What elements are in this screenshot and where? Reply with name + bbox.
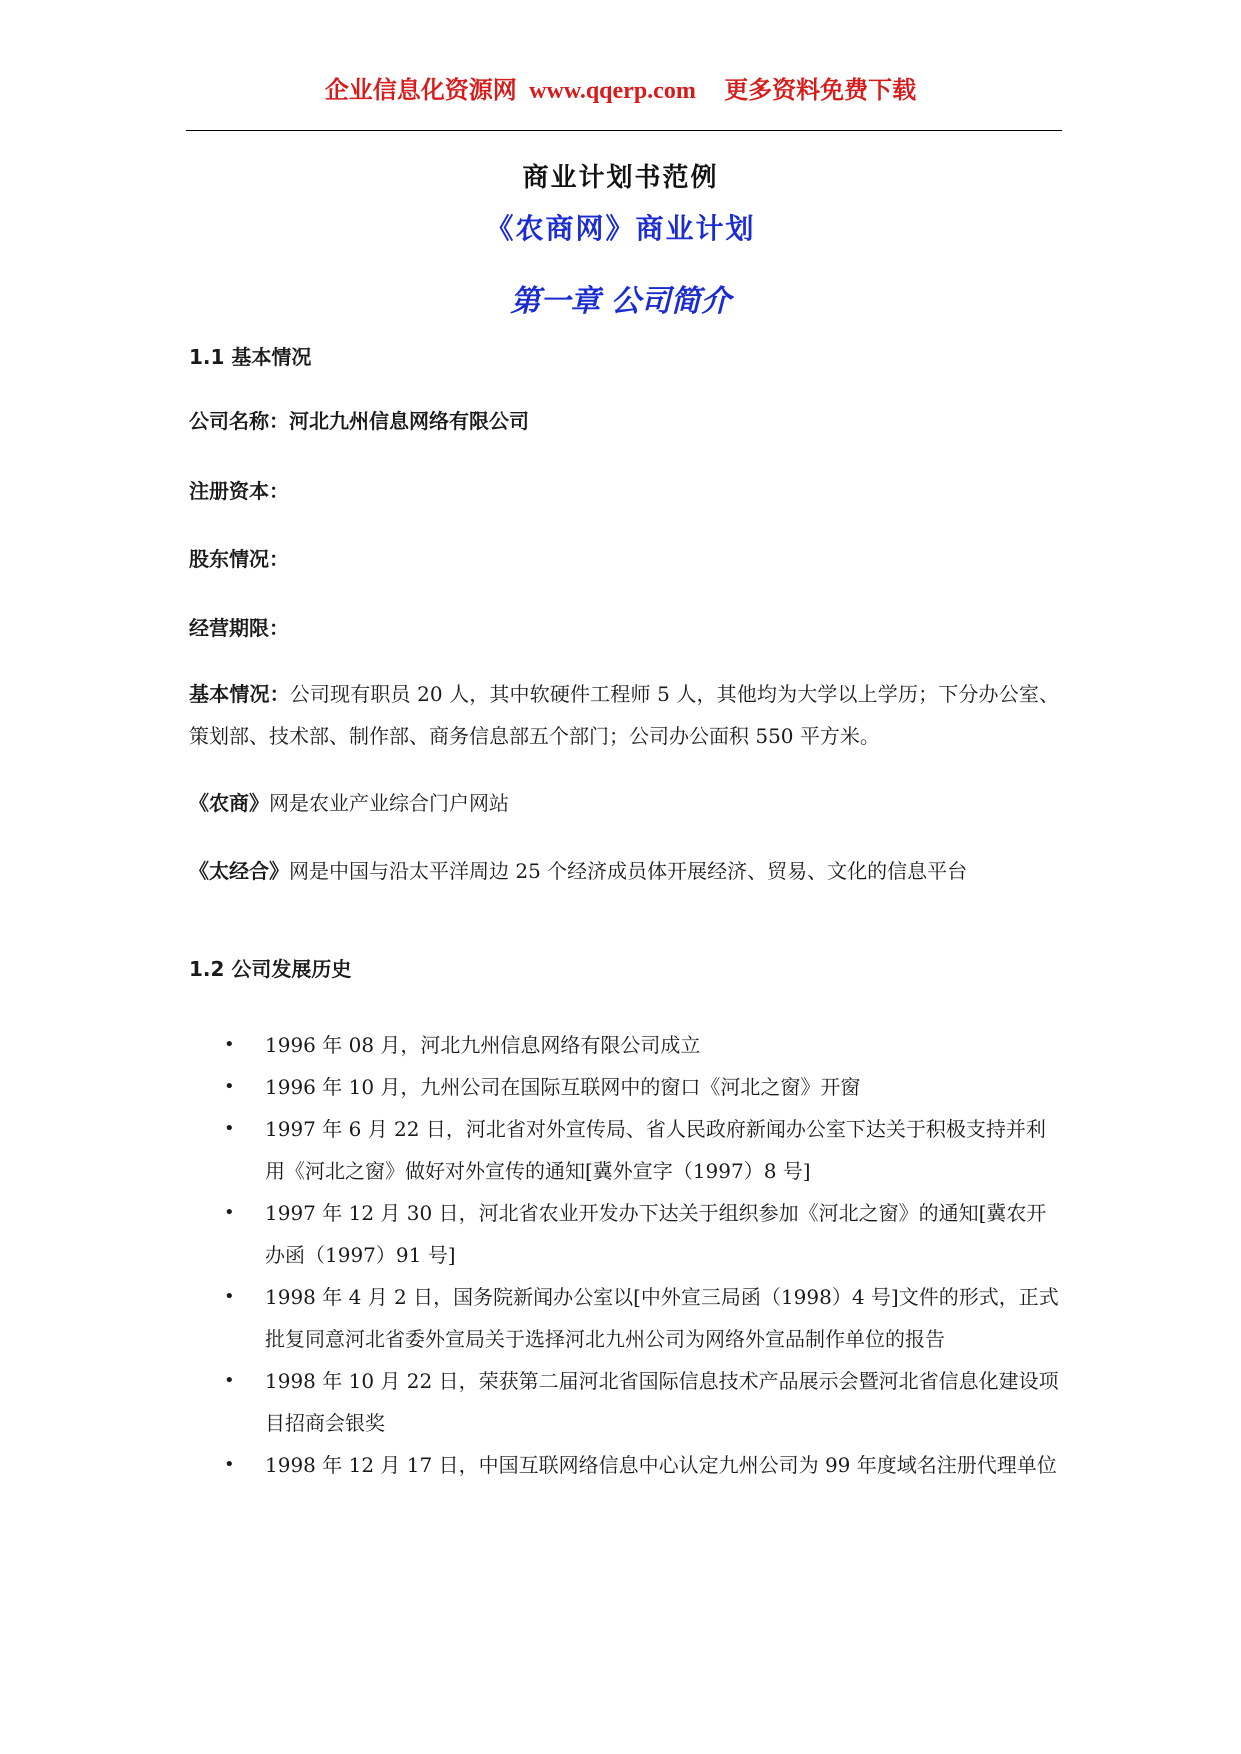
- nongshang-name: 《农商》: [189, 791, 269, 815]
- header-site-name: 企业信息化资源网: [324, 76, 517, 104]
- basic-info-paragraph: [189, 673, 1059, 757]
- document-subtitle: 《农商网》商业计划: [485, 212, 756, 245]
- shareholders-label: 股东情况：: [189, 547, 289, 571]
- bullet-icon: •: [224, 1076, 235, 1097]
- basic-info-text: 公司现有职员 20 人，其中软硬件工程师 5 人，其他均为大学以上学历；下分办公室、策划部、技术部、制作部、商务信息部五个部门；公司办公面积 550 平方米。: [189, 682, 1060, 748]
- header-download-text: 更多资料免费下载: [724, 76, 917, 104]
- chapter-heading: 第一章 公司简介: [510, 284, 731, 319]
- bullet-icon: •: [224, 1118, 235, 1139]
- registered-capital-label: 注册资本：: [189, 479, 289, 503]
- list-item: [189, 1024, 1059, 1066]
- basic-info-label: 基本情况：: [189, 682, 290, 706]
- history-list: [189, 1024, 1059, 1486]
- list-item: [189, 1360, 1059, 1444]
- history-item-text: 1998 年 12 月 17 日，中国互联网络信息中心认定九州公司为 99 年度域名注册代理单位: [265, 1453, 1057, 1477]
- history-item-text: 1996 年 10 月，九州公司在国际互联网中的窗口《河北之窗》开窗: [265, 1075, 861, 1099]
- company-name-line: [189, 400, 1059, 442]
- header-url-link[interactable]: www.qqerp.com: [529, 78, 696, 104]
- history-item-text: 1997 年 6 月 22 日，河北省对外宣传局、省人民政府新闻办公室下达关于积极支持并利用《河北之窗》做好对外宣传的通知[冀外宣字（1997）8 号]: [265, 1117, 1046, 1183]
- bullet-icon: •: [224, 1034, 235, 1055]
- company-name-label: 公司名称：: [189, 409, 289, 433]
- list-item: [189, 1192, 1059, 1276]
- list-item: [189, 1108, 1059, 1192]
- bullet-icon: •: [224, 1286, 235, 1307]
- bullet-icon: •: [224, 1370, 235, 1391]
- header-divider: [186, 130, 1062, 131]
- history-item-text: 1996 年 08 月，河北九州信息网络有限公司成立: [265, 1033, 701, 1057]
- bullet-icon: •: [224, 1202, 235, 1223]
- list-item: [189, 1276, 1059, 1360]
- nongshang-description: [189, 782, 1059, 824]
- bullet-icon: •: [224, 1454, 235, 1475]
- nongshang-text: 网是农业产业综合门户网站: [269, 791, 509, 815]
- history-item-text: 1998 年 10 月 22 日，荣获第二届河北省国际信息技术产品展示会暨河北省信息化建设项目招商会银奖: [265, 1369, 1059, 1435]
- site-header: [0, 70, 1241, 105]
- list-item: [189, 1444, 1059, 1486]
- section-heading-basic: 1.1 基本情况: [189, 345, 312, 369]
- taijinghe-name: 《太经合》: [189, 859, 289, 883]
- history-item-text: 1998 年 4 月 2 日，国务院新闻办公室以[中外宣三局函（1998）4 号]文件的形式，正式批复同意河北省委外宣局关于选择河北九州公司为网络外宣品制作单位的报告: [265, 1285, 1059, 1351]
- document-title: 商业计划书范例: [522, 163, 719, 193]
- section-heading-history: 1.2 公司发展历史: [189, 957, 352, 981]
- list-item: [189, 1066, 1059, 1108]
- taijinghe-text: 网是中国与沿太平洋周边 25 个经济成员体开展经济、贸易、文化的信息平台: [289, 859, 968, 883]
- history-item-text: 1997 年 12 月 30 日，河北省农业开发办下达关于组织参加《河北之窗》的通知[冀农开办函（1997）91 号]: [265, 1201, 1047, 1267]
- operating-term-label: 经营期限：: [189, 616, 289, 640]
- company-name-value: 河北九州信息网络有限公司: [289, 409, 529, 433]
- taijinghe-description: [189, 850, 1059, 892]
